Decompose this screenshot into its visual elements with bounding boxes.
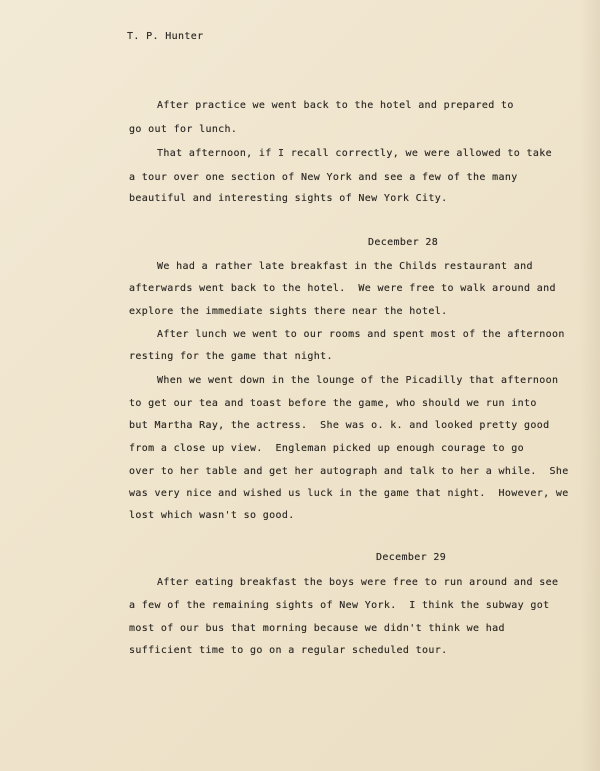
paragraph-line: from a close up view. Engleman picked up enough courage to go	[129, 443, 524, 454]
paragraph-line: When we went down in the lounge of the Picadilly that afternoon	[157, 375, 559, 386]
paragraph-line: a few of the remaining sights of New York. I think the subway got	[129, 600, 550, 611]
paragraph-line: We had a rather late breakfast in the Childs restaurant and	[157, 261, 533, 272]
page-edge-shadow	[580, 0, 600, 771]
paragraph-line: After lunch we went to our rooms and spent most of the afternoon	[157, 329, 565, 340]
paragraph-line: a tour over one section of New York and see a few of the many	[129, 172, 518, 183]
paragraph-line: over to her table and get her autograph and talk to her a while. She	[129, 466, 569, 477]
paragraph-line: lost which wasn't so good.	[129, 510, 295, 521]
paragraph-line: sufficient time to go on a regular scheduled tour.	[129, 645, 448, 656]
date-heading: December 29	[376, 552, 447, 563]
paragraph-line: but Martha Ray, the actress. She was o. k. and looked pretty good	[129, 420, 550, 431]
paragraph-line: After eating breakfast the boys were free to run around and see	[157, 577, 559, 588]
paragraph-line: was very nice and wished us luck in the game that night. However, we	[129, 488, 569, 499]
paragraph-line: After practice we went back to the hotel and prepared to	[157, 100, 514, 111]
paragraph-line: afterwards went back to the hotel. We were free to walk around and	[129, 283, 556, 294]
date-heading: December 28	[368, 237, 439, 248]
paragraph-line: to get our tea and toast before the game, who should we run into	[129, 398, 537, 409]
paragraph-line: most of our bus that morning because we didn't think we had	[129, 623, 505, 634]
paragraph-line: resting for the game that night.	[129, 351, 333, 362]
paragraph-line: That afternoon, if I recall correctly, we were allowed to take	[157, 148, 552, 159]
paragraph-line: go out for lunch.	[129, 124, 238, 135]
paragraph-line: explore the immediate sights there near the hotel.	[129, 306, 448, 317]
author-header: T. P. Hunter	[127, 31, 204, 42]
paragraph-line: beautiful and interesting sights of New York City.	[129, 193, 448, 204]
